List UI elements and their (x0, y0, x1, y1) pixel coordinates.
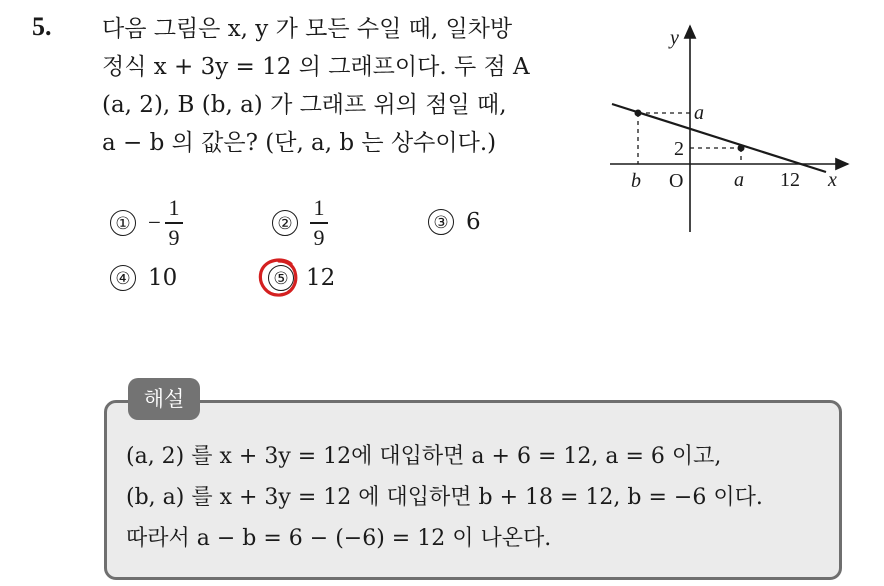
choice-number: ④ (110, 265, 136, 291)
choice-4[interactable] (110, 265, 177, 291)
y-axis-label: y (670, 27, 679, 49)
fraction-bar (310, 222, 328, 224)
choice-value: 6 (466, 209, 481, 235)
question-number: 5. (32, 12, 52, 41)
fraction-denominator: 9 (313, 224, 325, 250)
y-tick-2: 2 (674, 138, 684, 160)
choice-fraction (310, 196, 328, 250)
choice-2[interactable] (272, 196, 328, 250)
question-line: (a, 2), B (b, a) 가 그래프 위의 점일 때, (102, 92, 507, 118)
question-line: 정식 x + 3y = 12 의 그래프이다. 두 점 A (102, 54, 530, 80)
choice-number: ② (272, 210, 298, 236)
fraction-numerator: 1 (168, 195, 180, 220)
question-line: a − b 의 값은? (단, a, b 는 상수이다.) (102, 130, 497, 156)
x-tick-b: b (631, 170, 641, 192)
solution-tag: 해설 (128, 378, 200, 420)
origin-label: O (669, 170, 684, 192)
fraction-denominator: 9 (168, 224, 180, 250)
choice-number: ③ (428, 209, 454, 235)
fraction-numerator: 1 (313, 195, 325, 220)
x-tick-a: a (734, 169, 744, 191)
point-a (738, 145, 745, 152)
y-tick-a: a (694, 102, 704, 124)
answer-mark-stroke (260, 260, 295, 295)
solution-line: 따라서 a − b = 6 − (−6) = 12 이 나온다. (126, 526, 552, 551)
solution-line: (b, a) 를 x + 3y = 12 에 대입하면 b + 18 = 12, b = −6 이다. (126, 485, 763, 510)
line-graph (600, 20, 860, 240)
choice-value: 12 (306, 265, 336, 291)
fraction-bar (165, 222, 183, 224)
choice-3[interactable] (428, 209, 481, 235)
choice-value: 10 (148, 265, 178, 291)
graph-line (612, 104, 826, 172)
answer-mark-circle (257, 256, 301, 300)
solution-text (126, 436, 763, 559)
x-axis-label: x (828, 169, 837, 191)
choice-1[interactable] (110, 196, 183, 250)
solution-line: (a, 2) 를 x + 3y = 12에 대입하면 a + 6 = 12, a = 6 이고, (126, 444, 722, 469)
choice-sign: − (148, 209, 161, 235)
point-b (635, 110, 642, 117)
x-tick-12: 12 (780, 169, 800, 191)
question-line: 다음 그림은 x, y 가 모든 수일 때, 일차방 (102, 16, 513, 42)
choice-number: ① (110, 210, 136, 236)
question-stem (102, 10, 602, 162)
choice-fraction (165, 196, 183, 250)
choice-number: ⑤ (268, 265, 294, 291)
